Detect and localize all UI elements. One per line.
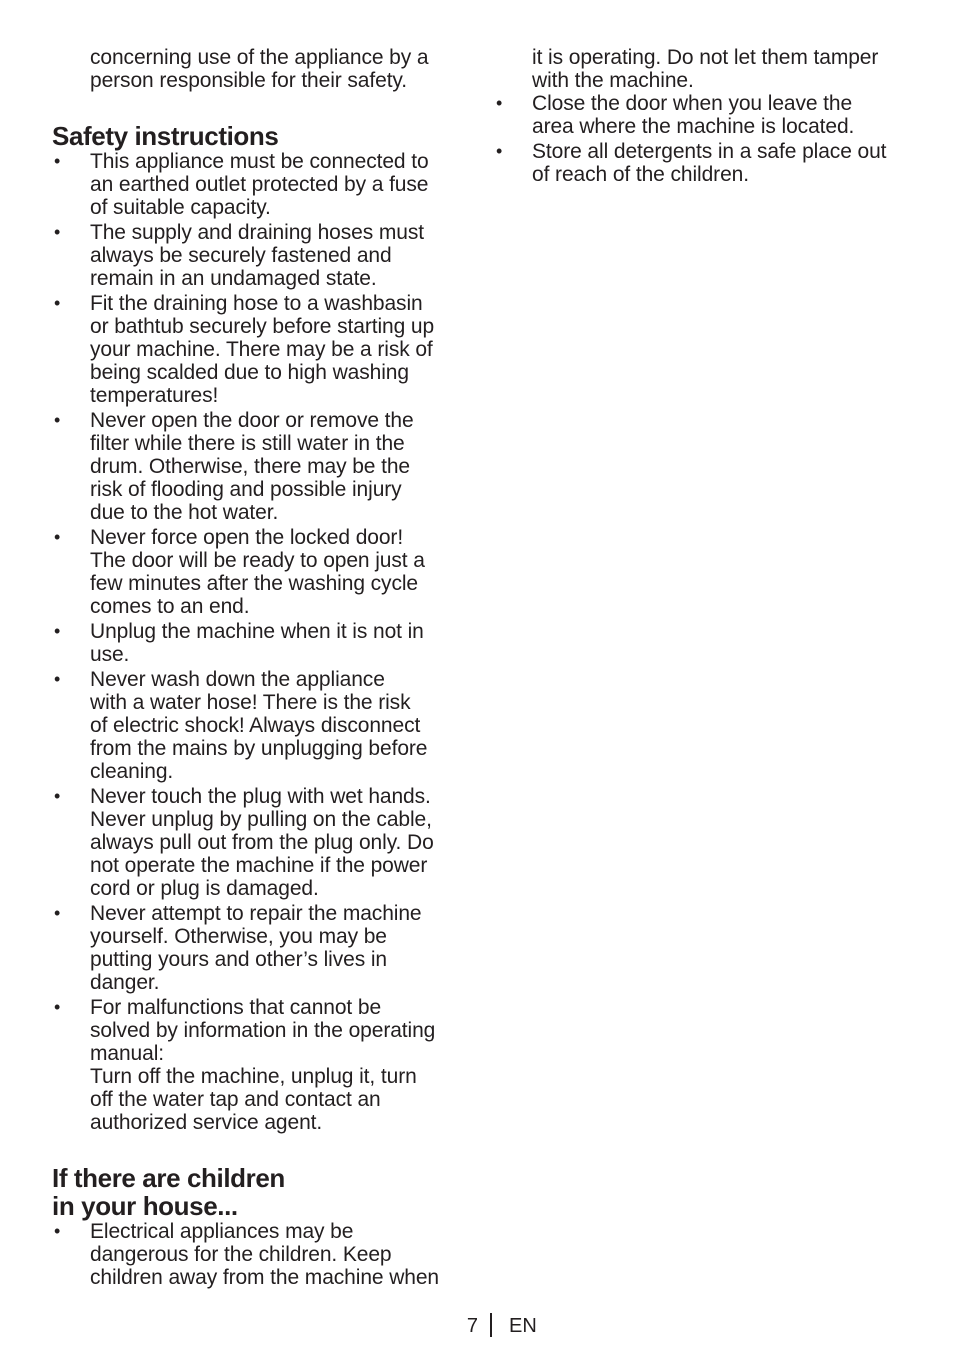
text-line: authorized service agent. — [90, 1111, 323, 1134]
text-line: area where the machine is located. — [532, 115, 855, 138]
text-line: comes to an end. — [90, 595, 250, 618]
text-line: person responsible for their safety. — [90, 69, 408, 92]
bullet-icon: • — [54, 527, 61, 547]
text-line: it is operating. Do not let them tamper — [532, 46, 879, 69]
text-line: manual: — [90, 1042, 165, 1065]
list-item — [52, 620, 464, 666]
children-heading — [52, 1164, 464, 1220]
continuation-paragraph — [494, 46, 914, 92]
heading-line: If there are children — [52, 1163, 285, 1193]
text-line: The door will be ready to open just a — [90, 549, 425, 572]
footer-divider — [490, 1313, 492, 1337]
list-item — [52, 1220, 464, 1289]
list-item — [52, 221, 464, 290]
text-line: Never touch the plug with wet hands. — [90, 785, 431, 808]
text-line: not operate the machine if the power — [90, 854, 428, 877]
text-line: your machine. There may be a risk of — [90, 338, 433, 361]
children-safety-list — [52, 1220, 464, 1289]
bullet-icon: • — [54, 410, 61, 430]
list-item — [52, 668, 464, 783]
text-line: Never open the door or remove the — [90, 409, 414, 432]
page-footer — [0, 1313, 954, 1339]
bullet-icon: • — [54, 903, 61, 923]
continuation-paragraph — [52, 46, 464, 92]
list-item — [52, 996, 464, 1134]
bullet-icon: • — [496, 93, 503, 113]
text-line: off the water tap and contact an — [90, 1088, 381, 1111]
list-item — [52, 150, 464, 219]
list-item — [52, 526, 464, 618]
bullet-icon: • — [54, 997, 61, 1017]
bullet-icon: • — [496, 141, 503, 161]
left-column — [52, 46, 464, 1291]
text-line: Store all detergents in a safe place out — [532, 140, 887, 163]
text-line: Fit the draining hose to a washbasin — [90, 292, 423, 315]
bullet-icon: • — [54, 151, 61, 171]
text-line: use. — [90, 643, 130, 666]
text-line: of electric shock! Always disconnect — [90, 714, 421, 737]
text-line: from the mains by unplugging before — [90, 737, 428, 760]
language-code: EN — [509, 1315, 537, 1337]
bullet-icon: • — [54, 669, 61, 689]
text-line: Electrical appliances may be — [90, 1220, 354, 1243]
text-line: Never force open the locked door! — [90, 526, 404, 549]
text-line: children away from the machine when — [90, 1266, 440, 1289]
text-line: dangerous for the children. Keep — [90, 1243, 392, 1266]
text-line: This appliance must be connected to — [90, 150, 429, 173]
text-line: of suitable capacity. — [90, 196, 271, 219]
text-line: solved by information in the operating — [90, 1019, 436, 1042]
list-item — [52, 292, 464, 407]
list-item — [52, 785, 464, 900]
text-line: Never wash down the appliance — [90, 668, 385, 691]
text-line: concerning use of the appliance by a — [90, 46, 429, 69]
text-line: Unplug the machine when it is not in — [90, 620, 424, 643]
text-line: The supply and draining hoses must — [90, 221, 424, 244]
heading-line: in your house... — [52, 1191, 238, 1221]
text-line: an earthed outlet protected by a fuse — [90, 173, 429, 196]
text-line: remain in an undamaged state. — [90, 267, 377, 290]
page-number: 7 — [466, 1315, 478, 1337]
text-line: always pull out from the plug only. Do — [90, 831, 434, 854]
bullet-icon: • — [54, 222, 61, 242]
text-line: always be securely fastened and — [90, 244, 392, 267]
text-line: with a water hose! There is the risk — [90, 691, 411, 714]
text-line: filter while there is still water in the — [90, 432, 405, 455]
text-line: Never attempt to repair the machine — [90, 902, 422, 925]
safety-instructions-heading: Safety instructions — [52, 121, 279, 151]
bullet-icon: • — [54, 1221, 61, 1241]
list-item — [494, 140, 914, 186]
text-line: temperatures! — [90, 384, 219, 407]
text-line: risk of flooding and possible injury — [90, 478, 402, 501]
text-line: For malfunctions that cannot be — [90, 996, 382, 1019]
text-line: Never unplug by pulling on the cable, — [90, 808, 432, 831]
text-line: yourself. Otherwise, you may be — [90, 925, 387, 948]
text-line: putting yours and other’s lives in — [90, 948, 387, 971]
text-line: cord or plug is damaged. — [90, 877, 319, 900]
safety-instructions-list — [52, 150, 464, 1134]
text-line: with the machine. — [532, 69, 694, 92]
list-item — [52, 409, 464, 524]
list-item — [52, 902, 464, 994]
text-line: cleaning. — [90, 760, 174, 783]
bullet-icon: • — [54, 293, 61, 313]
text-line: being scalded due to high washing — [90, 361, 409, 384]
text-line: Turn off the machine, unplug it, turn — [90, 1065, 417, 1088]
text-line: due to the hot water. — [90, 501, 279, 524]
text-line: few minutes after the washing cycle — [90, 572, 418, 595]
list-item — [494, 92, 914, 138]
text-line: or bathtub securely before starting up — [90, 315, 435, 338]
right-column — [494, 46, 914, 188]
text-line: Close the door when you leave the — [532, 92, 853, 115]
text-line: drum. Otherwise, there may be the — [90, 455, 411, 478]
text-line: danger. — [90, 971, 160, 994]
bullet-icon: • — [54, 621, 61, 641]
bullet-icon: • — [54, 786, 61, 806]
children-safety-list-continued — [494, 92, 914, 186]
text-line: of reach of the children. — [532, 163, 749, 186]
